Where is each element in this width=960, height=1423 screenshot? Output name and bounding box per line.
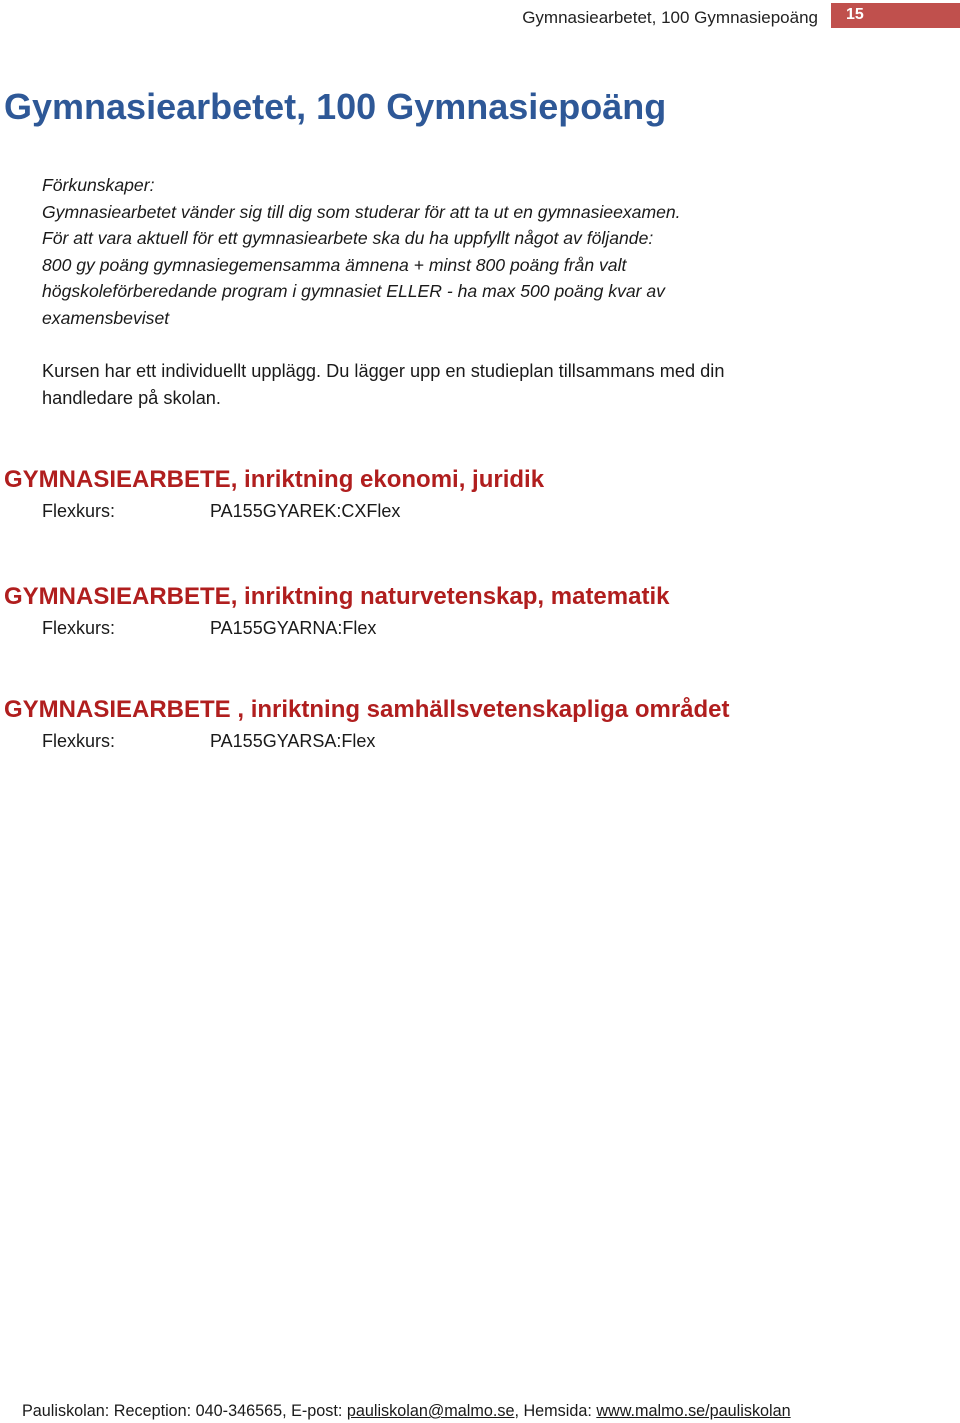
- prerequisites-line: högskoleförberedande program i gymnasiet ELLER - ha max 500 poäng kvar av: [42, 281, 665, 302]
- prerequisites-block: [42, 172, 922, 332]
- course-intro: [42, 358, 922, 411]
- page-number: 15: [846, 6, 864, 23]
- course-row: [4, 501, 954, 527]
- course-section-ekonomi: [4, 465, 954, 527]
- course-section-naturvetenskap: [4, 582, 954, 644]
- course-row: [4, 731, 954, 757]
- page-header: [0, 0, 960, 34]
- section-heading: GYMNASIEARBETE, inriktning ekonomi, juridik: [4, 466, 545, 493]
- course-code: PA155GYAREK:CXFlex: [210, 501, 401, 521]
- section-heading: GYMNASIEARBETE , inriktning samhällsvetenskapliga området: [4, 696, 730, 723]
- running-header-title: Gymnasiearbetet, 100 Gymnasiepoäng: [522, 8, 818, 27]
- footer-contact: Pauliskolan: Reception: 040-346565, E-post:: [22, 1402, 347, 1420]
- course-label: Flexkurs:: [42, 501, 116, 521]
- page-title: Gymnasiearbetet, 100 Gymnasiepoäng: [4, 86, 667, 127]
- footer-website-link[interactable]: www.malmo.se/pauliskolan: [596, 1402, 791, 1420]
- footer-email-link[interactable]: pauliskolan@malmo.se: [346, 1402, 515, 1420]
- course-label: Flexkurs:: [42, 731, 116, 751]
- footer-website-label: , Hemsida:: [514, 1402, 597, 1420]
- section-heading: GYMNASIEARBETE, inriktning naturvetenskap, matematik: [4, 583, 670, 610]
- intro-line: handledare på skolan.: [42, 387, 221, 408]
- course-label: Flexkurs:: [42, 618, 116, 638]
- page-number-badge: [831, 3, 960, 28]
- prerequisites-line: För att vara aktuell för ett gymnasiearbete ska du ha uppfyllt något av följande:: [42, 228, 654, 249]
- course-section-samhallsvetenskap: [4, 695, 954, 757]
- intro-line: Kursen har ett individuellt upplägg. Du lägger upp en studieplan tillsammans med din: [42, 361, 725, 381]
- prerequisites-line: 800 gy poäng gymnasiegemensamma ämnena + minst 800 poäng från valt: [42, 254, 627, 275]
- course-code: PA155GYARNA:Flex: [210, 618, 377, 638]
- course-row: [4, 618, 954, 644]
- prerequisites-line: Gymnasiearbetet vänder sig till dig som studerar för att ta ut en gymnasieexamen.: [42, 201, 681, 222]
- prerequisites-line: examensbeviset: [42, 307, 170, 328]
- prerequisites-heading: Förkunskaper:: [42, 175, 155, 195]
- page-footer: [22, 1402, 791, 1421]
- course-code: PA155GYARSA:Flex: [210, 731, 376, 751]
